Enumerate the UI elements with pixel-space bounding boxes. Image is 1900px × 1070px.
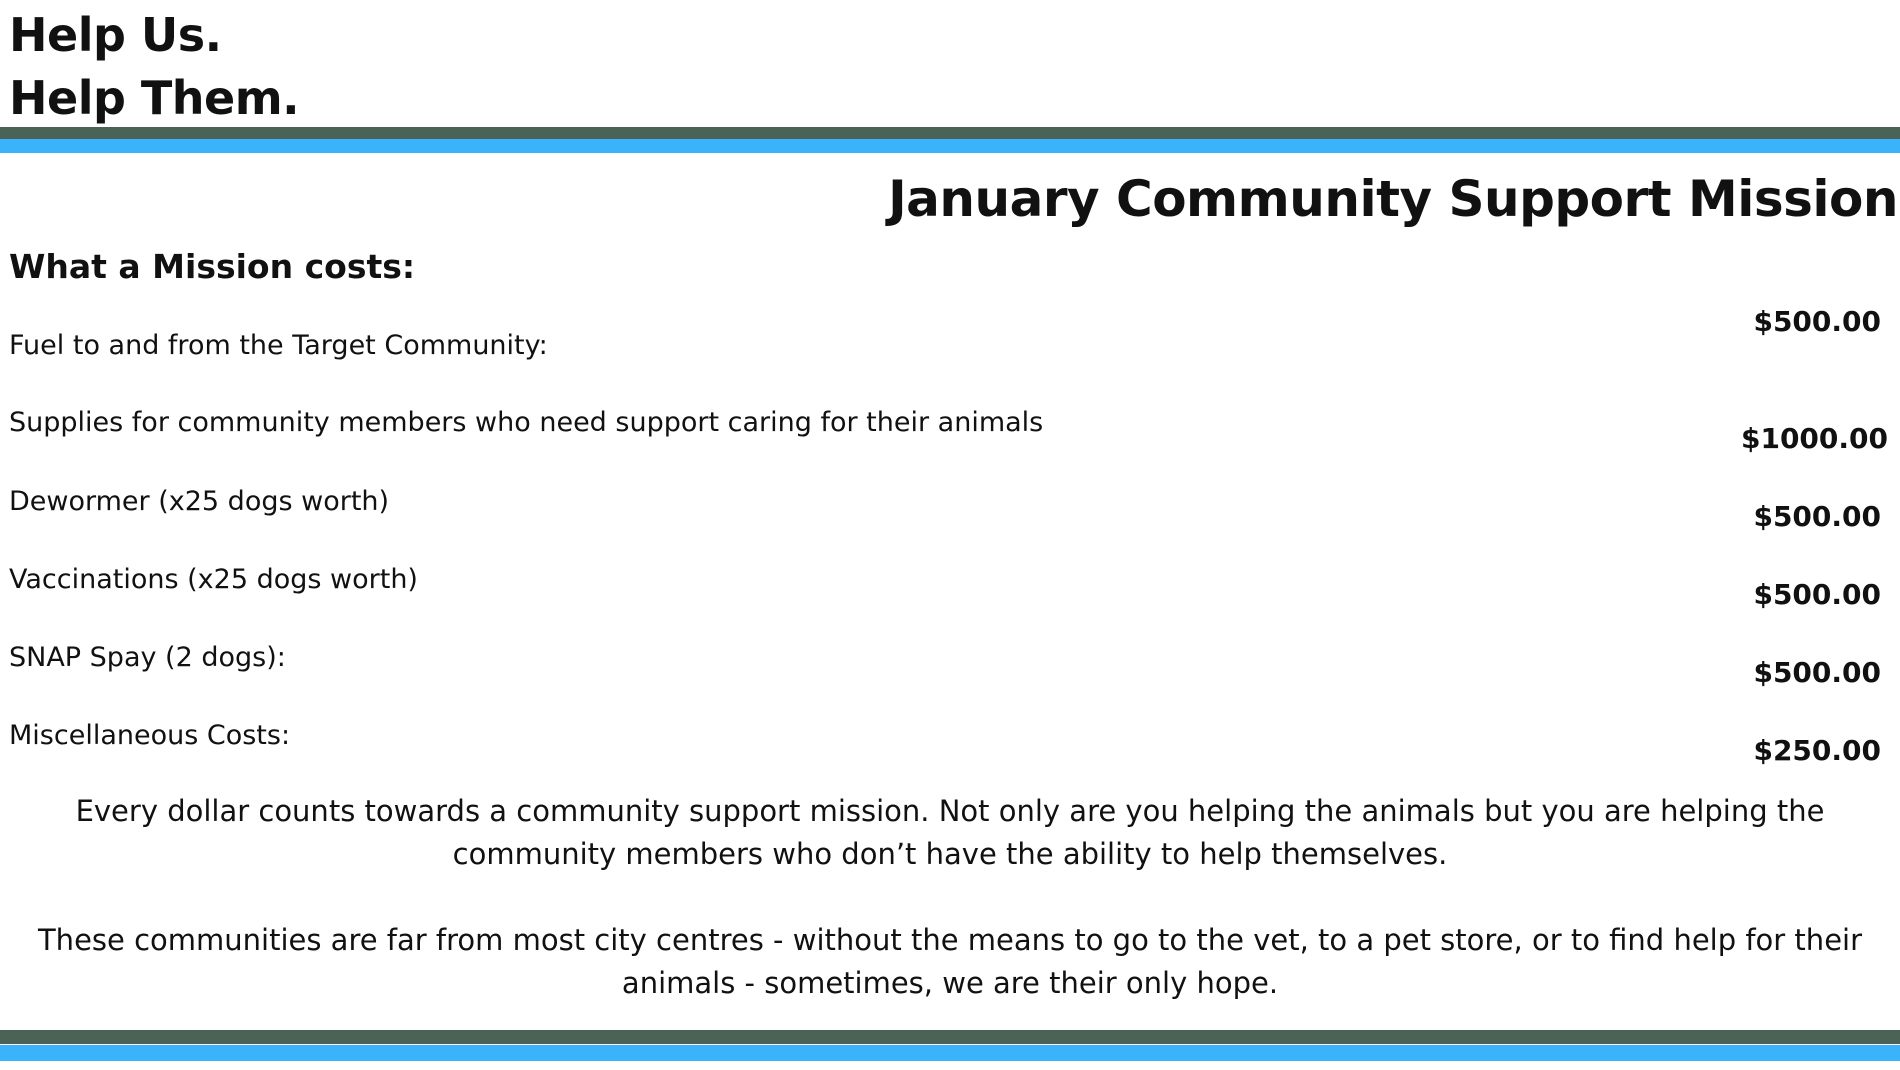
bottom-divider-blue	[0, 1045, 1900, 1061]
cost-item-price: $500.00	[1753, 656, 1881, 689]
cost-item-price: $500.00	[1753, 500, 1881, 533]
cost-item-price: $1000.00	[1740, 422, 1888, 455]
costs-heading: What a Mission costs:	[9, 247, 416, 286]
appeal-paragraph-2: These communities are far from most city centres - without the means to go to the vet, to a pet store, or to find help for their animals - sometimes, we are their only hope.	[37, 923, 1863, 1000]
cost-item-label: SNAP Spay (2 dogs):	[9, 642, 286, 673]
cost-item-label: Miscellaneous Costs:	[9, 720, 291, 751]
cost-item-label: Dewormer (x25 dogs worth)	[9, 486, 390, 517]
top-divider-dark	[0, 127, 1900, 139]
cost-item-label: Vaccinations (x25 dogs worth)	[9, 564, 418, 595]
cost-item-label: Fuel to and from the Target Community:	[9, 330, 548, 361]
appeal-paragraph-1: Every dollar counts towards a community support mission. Not only are you helping the animals but you are helping the community members who don’t have the ability to help themselves.	[75, 794, 1825, 871]
top-divider-blue	[0, 139, 1900, 153]
bottom-divider-dark	[0, 1030, 1900, 1044]
page-title: January Community Support Mission	[888, 170, 1898, 228]
header-line-1: Help Us.	[9, 8, 222, 62]
cost-item-price: $500.00	[1753, 305, 1881, 338]
cost-item-price: $500.00	[1753, 578, 1881, 611]
header-line-2: Help Them.	[9, 71, 300, 125]
cost-item-label: Supplies for community members who need support caring for their animals	[9, 407, 1044, 438]
cost-item-price: $250.00	[1753, 734, 1881, 767]
